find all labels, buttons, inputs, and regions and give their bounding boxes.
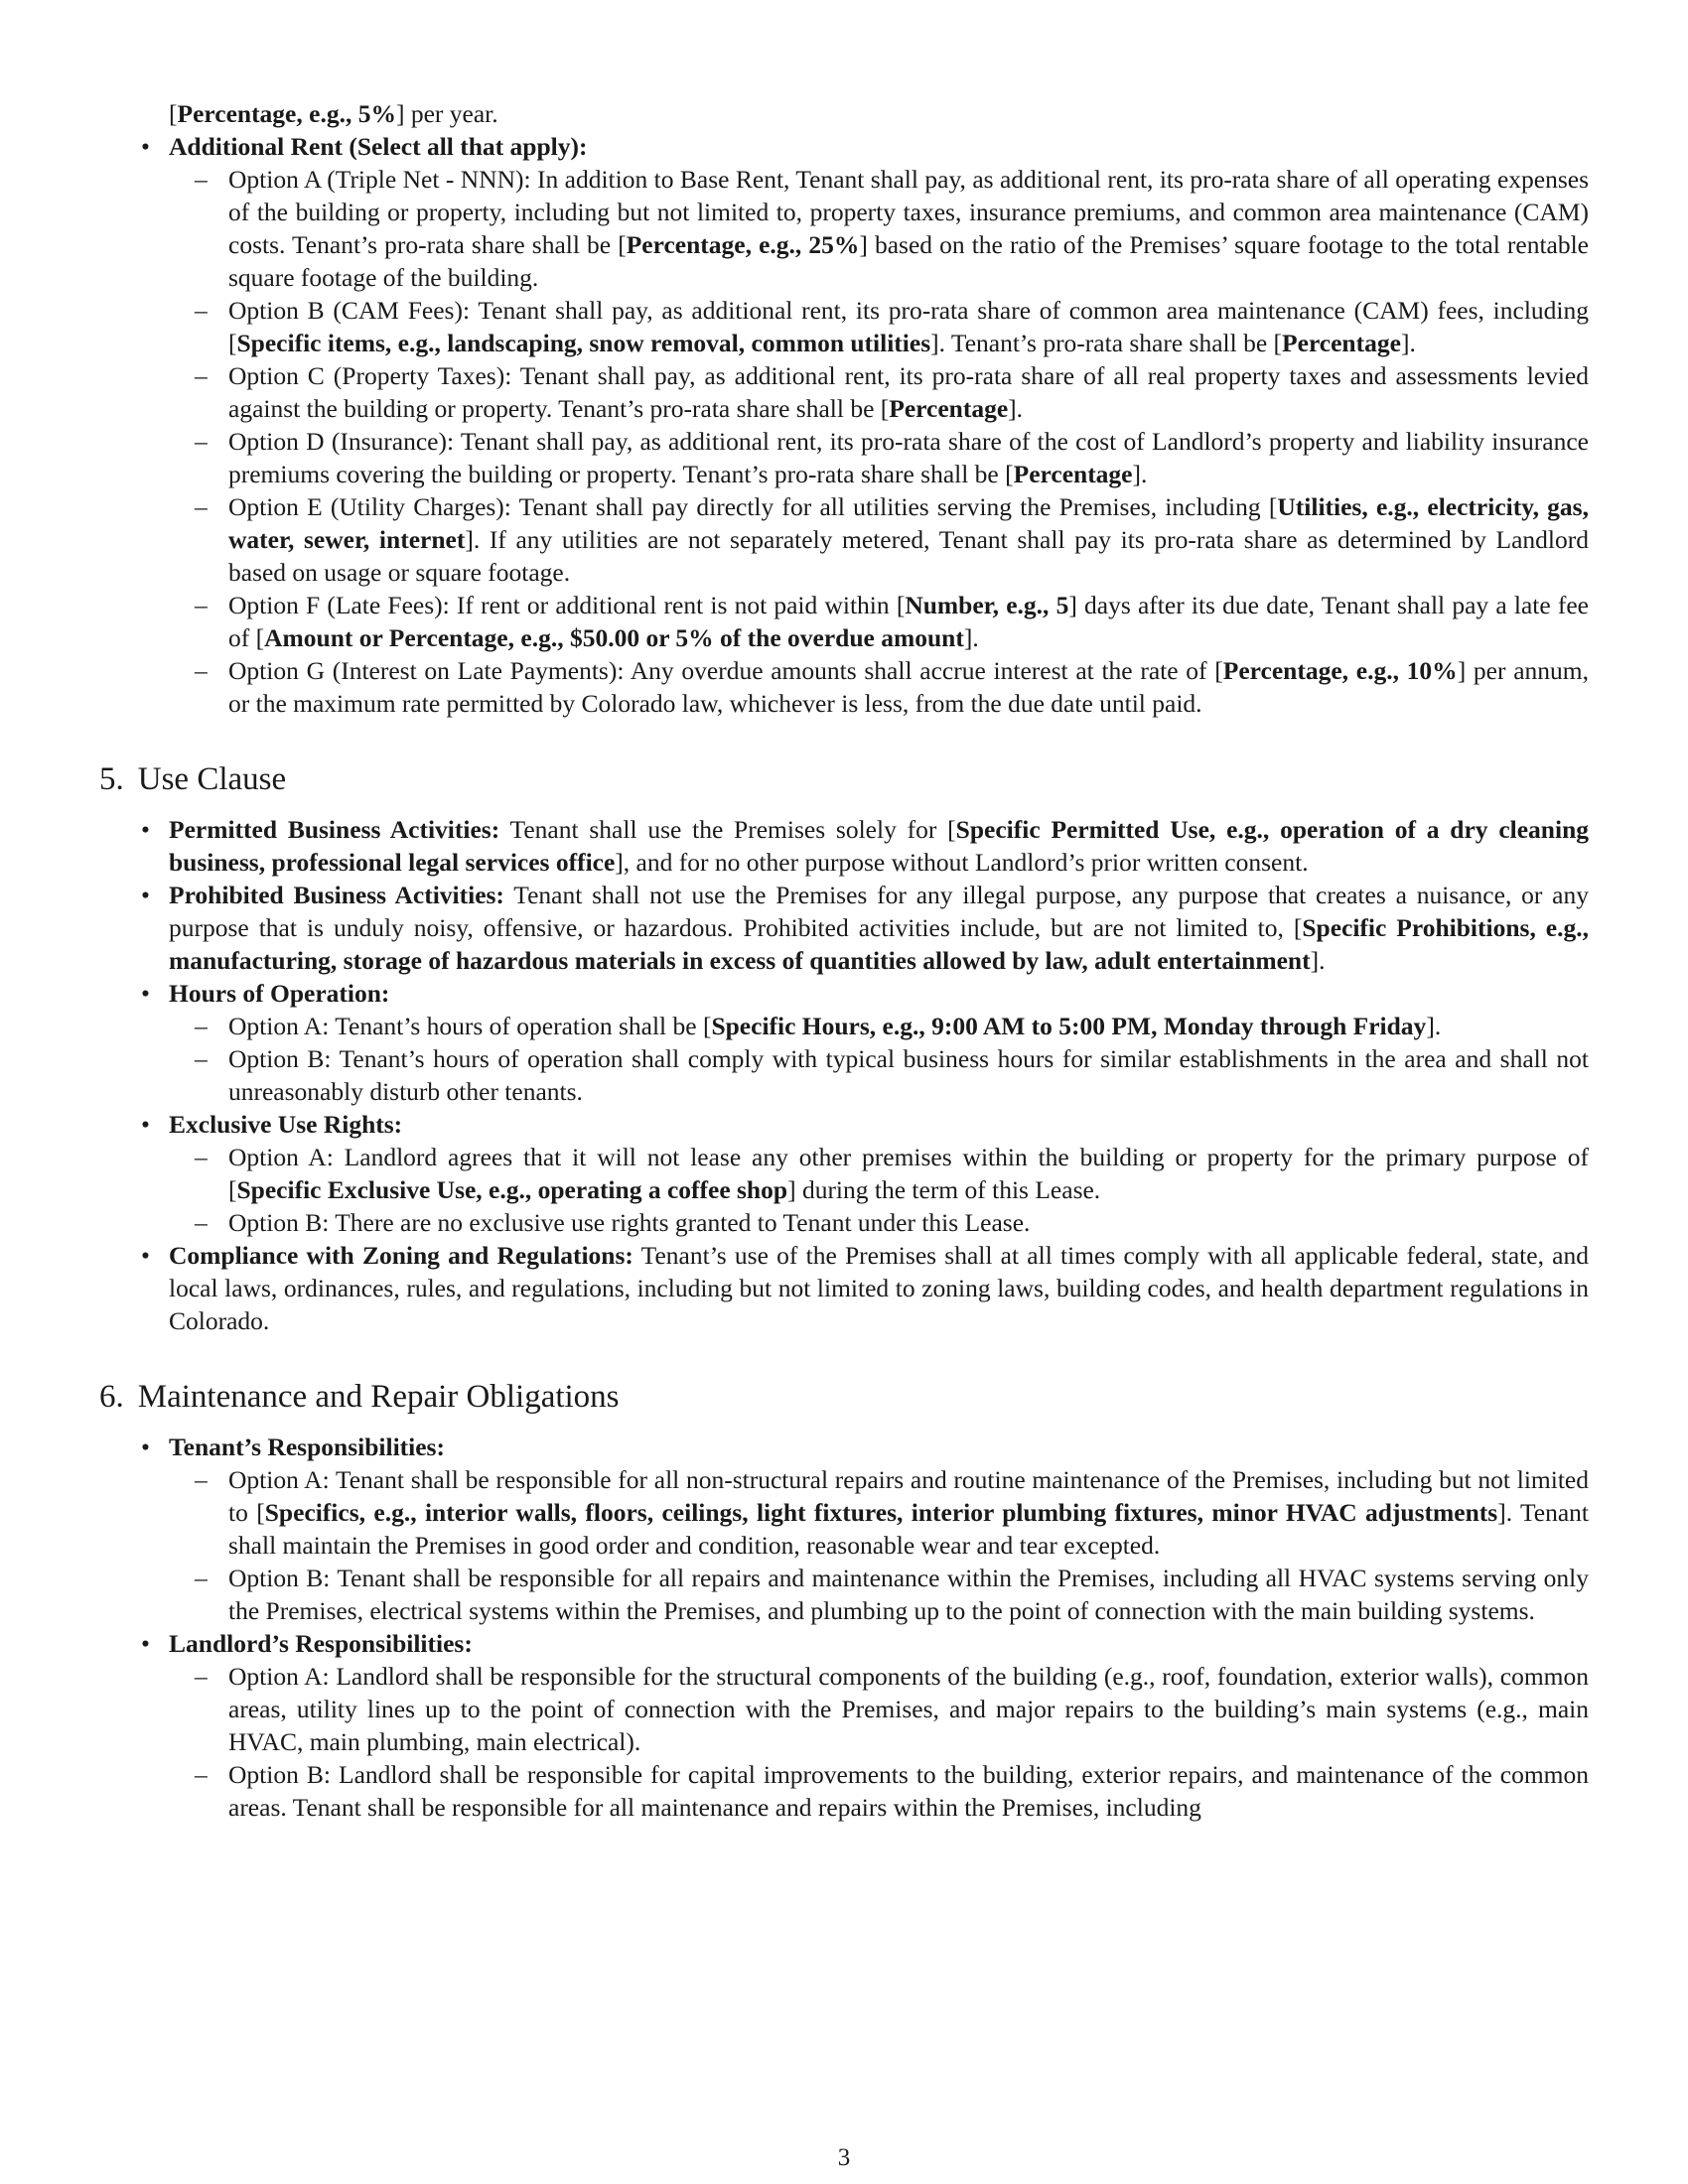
option-c-taxes: – Option C (Property Taxes): Tenant shall pay, as additional rent, its pro-rata share of all real property taxes and assessments levied against the building or property. Tenant’s pro-rata share shall be [Percentage]. xyxy=(228,359,1589,425)
hours-option-a: – Option A: Tenant’s hours of operation shall be [Specific Hours, e.g., 9:00 AM to 5:00 PM, Monday through Friday]. xyxy=(228,1010,1589,1042)
document-page xyxy=(99,97,1589,1824)
prohibited-activities: • Prohibited Business Activities: Tenant shall not use the Premises for any illegal purpose, any purpose that creates a nuisance, or any purpose that is unduly noisy, offensive, or hazardous. Prohibited activities include, but are not limited to, [Specific Prohibitions, e.g., manufacturing, storage of hazardous materials in excess of quantities allowed by law, adult entertainment]. xyxy=(169,879,1589,977)
option-e-utilities: – Option E (Utility Charges): Tenant shall pay directly for all utilities serving the Premises, including [Utilities, e.g., electricity, gas, water, sewer, internet]. If any utilities are not separately metered, Tenant shall pay its pro-rata share as determined by Landlord based on usage or square footage. xyxy=(228,490,1589,589)
tenant-options xyxy=(169,1463,1589,1627)
section-heading-maintenance: 6. Maintenance and Repair Obligations xyxy=(99,1379,620,1415)
permitted-activities: • Permitted Business Activities: Tenant shall use the Premises solely for [Specific Permitted Use, e.g., operation of a dry cleaning business, professional legal services office], and for no other purpose without Landlord’s prior written consent. xyxy=(169,813,1589,879)
exclusive-options xyxy=(169,1141,1589,1239)
exclusive-use-rights: • Exclusive Use Rights: – Option A: Landlord agrees that it will not lease any other premises within the building or property for the primary purpose of [Specific Exclusive Use, e.g., operating a coffee shop] during the term of this Lease. – Option B: There are no exclusive use rights granted to Tenant under this Lease. xyxy=(169,1108,1589,1239)
page-number: 3 xyxy=(837,2144,851,2171)
option-f-late-fees: – Option F (Late Fees): If rent or additional rent is not paid within [Number, e.g., 5] days after its due date, Tenant shall pay a late fee of [Amount or Percentage, e.g., $50.00 or 5% of the overdue amount]. xyxy=(228,589,1589,654)
landlord-responsibilities: • Landlord’s Responsibilities: – Option A: Landlord shall be responsible for the structural components of the building (e.g., roof, foundation, exterior walls), common areas, utility lines up to the point of connection with the Premises, and major repairs to the building’s main systems (e.g., main HVAC, main plumbing, main electrical). – Option B: Landlord shall be responsible for capital improvements to the building, exterior repairs, and maintenance of the common areas. Tenant shall be responsible for all maintenance and repairs within the Premises, including xyxy=(169,1627,1589,1824)
option-d-insurance: – Option D (Insurance): Tenant shall pay, as additional rent, its pro-rata share of the cost of Landlord’s property and liability insurance premiums covering the building or property. Tenant’s pro-rata share shall be [Percentage]. xyxy=(228,425,1589,490)
option-a-nnn: – Option A (Triple Net - NNN): In addition to Base Rent, Tenant shall pay, as additional rent, its pro-rata share of all operating expenses of the building or property, including but not limited to, property taxes, insurance premiums, and common area maintenance (CAM) costs. Tenant’s pro-rata share shall be [Percentage, e.g., 25%] based on the ratio of the Premises’ square footage to the total rentable square footage of the building. xyxy=(228,163,1589,294)
additional-rent-heading: Additional Rent (Select all that apply): xyxy=(169,132,588,161)
landlord-option-a: – Option A: Landlord shall be responsible for the structural components of the building (e.g., roof, foundation, exterior walls), common areas, utility lines up to the point of connection with the Premises, and major repairs to the building’s main systems (e.g., main HVAC, main plumbing, main electrical). xyxy=(228,1660,1589,1758)
hours-option-b: – Option B: Tenant’s hours of operation shall comply with typical business hours for similar establishments in the area and shall not unreasonably disturb other tenants. xyxy=(228,1042,1589,1108)
tenant-option-a: – Option A: Tenant shall be responsible for all non-structural repairs and routine maintenance of the Premises, including but not limited to [Specifics, e.g., interior walls, floors, ceilings, light fixtures, interior plumbing fixtures, minor HVAC adjustments]. Tenant shall maintain the Premises in good order and condition, reasonable wear and tear excepted. xyxy=(228,1463,1589,1562)
text: per year. xyxy=(404,99,498,128)
maintenance-list xyxy=(99,1431,1589,1824)
section-heading-use-clause: 5. Use Clause xyxy=(99,761,287,797)
tenant-option-b: – Option B: Tenant shall be responsible for all repairs and maintenance within the Premises, including all HVAC systems serving only the Premises, electrical systems within the Premises, and plumbing up to the point of connection with the main building systems. xyxy=(228,1562,1589,1627)
list-item xyxy=(169,130,1589,720)
hours-options xyxy=(169,1010,1589,1108)
exclusive-option-b: – Option B: There are no exclusive use rights granted to Tenant under this Lease. xyxy=(228,1206,1589,1239)
exclusive-option-a: – Option A: Landlord agrees that it will not lease any other premises within the building or property for the primary purpose of [Specific Exclusive Use, e.g., operating a coffee shop] during the term of this Lease. xyxy=(228,1141,1589,1206)
option-g-interest: – Option G (Interest on Late Payments): Any overdue amounts shall accrue interest at the rate of [Percentage, e.g., 10%] per annum, or the maximum rate permitted by Colorado law, whichever is less, from the due date until paid. xyxy=(228,654,1589,720)
option-b-cam: – Option B (CAM Fees): Tenant shall pay, as additional rent, its pro-rata share of common area maintenance (CAM) fees, including [Specific items, e.g., landscaping, snow removal, common utilities]. Tenant’s pro-rata share shall be [Percentage]. xyxy=(228,294,1589,359)
landlord-option-b: – Option B: Landlord shall be responsible for capital improvements to the building, exterior repairs, and maintenance of the common areas. Tenant shall be responsible for all maintenance and repairs within the Premises, including xyxy=(228,1758,1589,1824)
landlord-options xyxy=(169,1660,1589,1824)
zoning-compliance: • Compliance with Zoning and Regulations: Tenant’s use of the Premises shall at all times comply with all applicable federal, state, and local laws, ordinances, rules, and regulations, including but not limited to zoning laws, building codes, and health department regulations in Colorado. xyxy=(169,1239,1589,1337)
placeholder: Percentage, e.g., 5% xyxy=(177,99,396,128)
tenant-responsibilities: • Tenant’s Responsibilities: – Option A: Tenant shall be responsible for all non-structural repairs and routine maintenance of the Premises, including but not limited to [Specifics, e.g., interior walls, floors, ceilings, light fixtures, interior plumbing fixtures, minor HVAC adjustments]. Tenant shall maintain the Premises in good order and condition, reasonable wear and tear excepted. – Option B: Tenant shall be responsible for all repairs and maintenance within the Premises, including all HVAC systems serving only the Premises, electrical systems within the Premises, and plumbing up to the point of connection with the main building systems. xyxy=(169,1431,1589,1627)
base-rent-continuation: [Percentage, e.g., 5%] per year. xyxy=(169,99,498,128)
additional-rent-options xyxy=(169,163,1589,720)
additional-rent-list xyxy=(99,130,1589,720)
hours-of-operation: • Hours of Operation: – Option A: Tenant’s hours of operation shall be [Specific Hours, e.g., 9:00 AM to 5:00 PM, Monday through Friday]. – Option B: Tenant’s hours of operation shall comply with typical business hours for similar establishments in the area and shall not unreasonably disturb other tenants. xyxy=(169,977,1589,1108)
use-clause-list xyxy=(99,813,1589,1337)
